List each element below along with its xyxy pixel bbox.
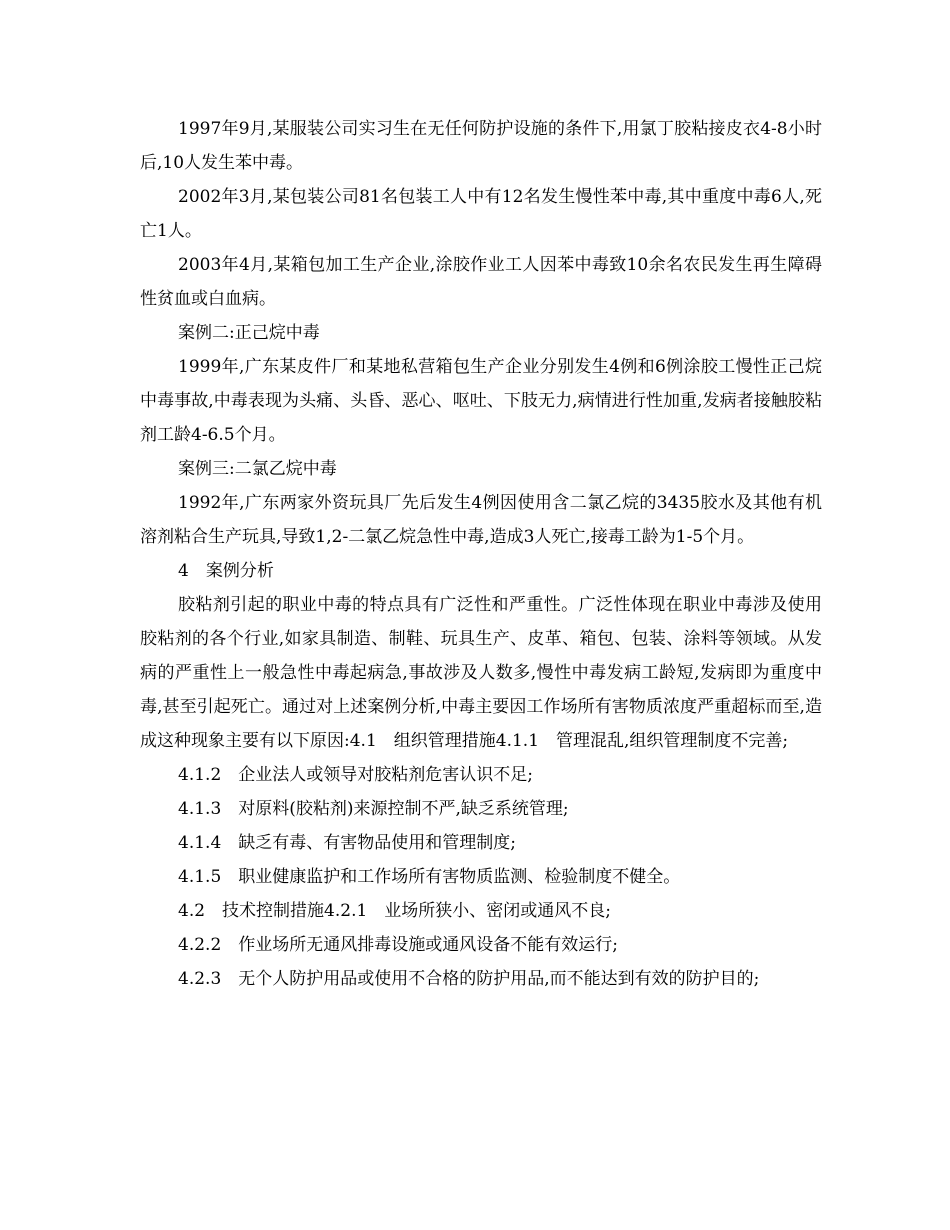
- heading-case-analysis: 4 案例分析: [178, 561, 274, 581]
- item-4-2-3: 4.2.3 无个人防护用品或使用不合格的防护用品,而不能达到有效的防护目的;: [178, 969, 760, 989]
- item-4-1-2: 4.1.2 企业法人或领导对胶粘剂危害认识不足;: [178, 765, 533, 785]
- item-4-1-4: 4.1.4 缺乏有毒、有害物品使用和管理制度;: [178, 833, 516, 853]
- paragraph-case-1997: 1997年9月,某服装公司实习生在无任何防护设施的条件下,用氯丁胶粘接皮衣4-8小时后,10人发生苯中毒。: [140, 119, 822, 173]
- paragraph-case-2002: 2002年3月,某包装公司81名包装工人中有12名发生慢性苯中毒,其中重度中毒6人,死亡1人。: [140, 187, 822, 241]
- paragraph-analysis: 胶粘剂引起的职业中毒的特点具有广泛性和严重性。广泛性体现在职业中毒涉及使用胶粘剂的各个行业,如家具制造、制鞋、玩具生产、皮革、箱包、包装、涂料等领域。从发病的严重性上一般急性中毒起病急,事故涉及人数多,慢性中毒发病工龄短,发病即为重度中毒,甚至引起死亡。通过对上述案例分析,中毒主要因工作场所有害物质浓度严重超标而至,造成这种现象主要有以下原因:4.1 组织管理措施4.1.1 管理混乱,组织管理制度不完善;: [140, 595, 822, 751]
- paragraph-case-2003: 2003年4月,某箱包加工生产企业,涂胶作业工人因苯中毒致10余名农民发生再生障碍性贫血或白血病。: [140, 255, 822, 309]
- item-4-1-3: 4.1.3 对原料(胶粘剂)来源控制不严,缺乏系统管理;: [178, 799, 569, 819]
- heading-case-three: 案例三:二氯乙烷中毒: [178, 459, 337, 479]
- item-4-2-1: 4.2 技术控制措施4.2.1 业场所狭小、密闭或通风不良;: [178, 901, 612, 921]
- paragraph-case-1999: 1999年,广东某皮件厂和某地私营箱包生产企业分别发生4例和6例涂胶工慢性正己烷中毒事故,中毒表现为头痛、头昏、恶心、呕吐、下肢无力,病情进行性加重,发病者接触胶粘剂工龄4-6.5个月。: [140, 357, 822, 445]
- paragraph-case-1992: 1992年,广东两家外资玩具厂先后发生4例因使用含二氯乙烷的3435胶水及其他有机溶剂粘合生产玩具,导致1,2-二氯乙烷急性中毒,造成3人死亡,接毒工龄为1-5个月。: [140, 493, 822, 547]
- item-4-2-2: 4.2.2 作业场所无通风排毒设施或通风设备不能有效运行;: [178, 935, 618, 955]
- heading-case-two: 案例二:正己烷中毒: [178, 323, 320, 343]
- document-body: [140, 112, 822, 996]
- item-4-1-5: 4.1.5 职业健康监护和工作场所有害物质监测、检验制度不健全。: [178, 867, 681, 887]
